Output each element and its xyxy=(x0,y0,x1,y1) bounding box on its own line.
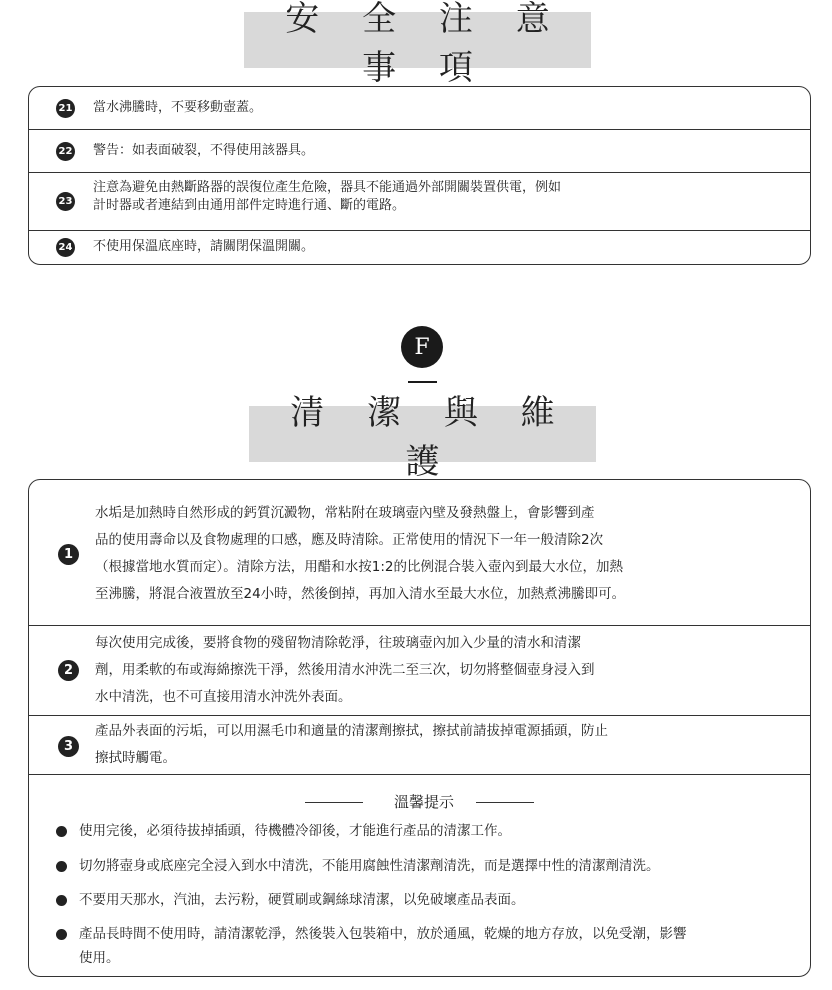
cleaning-item-text: 產品外表面的污垢，可以用濕毛巾和適量的清潔劑擦拭，擦拭前請拔掉電源插頭，防止 xyxy=(95,723,608,739)
item-number-badge: 1 xyxy=(58,544,79,565)
cleaning-item-text: 每次使用完成後，要將食物的殘留物清除乾淨，往玻璃壺內加入少量的清水和清潔 xyxy=(95,635,581,651)
cleaning-item xyxy=(29,716,810,775)
bullet-icon xyxy=(56,895,67,906)
safety-title-banner xyxy=(244,0,591,88)
bullet-icon xyxy=(56,861,67,872)
cleaning-item-text: 品的使用壽命以及食物處理的口感，應及時清除。正常使用的情況下一年一般清除2次 xyxy=(95,532,604,548)
tips-divider-right xyxy=(476,802,534,803)
safety-item xyxy=(29,173,810,231)
item-number-badge: 21 xyxy=(56,99,75,118)
cleaning-item-text: 擦拭時觸電。 xyxy=(95,750,176,766)
tip-text: 使用。 xyxy=(79,950,120,966)
tips-divider-left xyxy=(305,802,363,803)
section-divider xyxy=(408,381,437,383)
cleaning-item-text: （根據當地水質而定）。清除方法，用醋和水按1:2的比例混合裝入壺內到最大水位，加熱 xyxy=(95,559,623,575)
safety-notes-box xyxy=(28,86,811,265)
tip-text: 不要用天那水，汽油，去污粉，硬質刷或鋼絲球清潔，以免破壞產品表面。 xyxy=(79,892,525,908)
item-number-badge: 2 xyxy=(58,660,79,681)
cleaning-item-text: 水垢是加熱時自然形成的鈣質沉澱物，常粘附在玻璃壺內壁及發熱盤上，會影響到產 xyxy=(95,505,595,521)
cleaning-item-text: 劑，用柔軟的布或海綿擦洗干淨，然後用清水沖洗二至三次，切勿將整個壺身浸入到 xyxy=(95,662,595,678)
tips-title: 溫馨提示 xyxy=(393,793,454,811)
safety-item xyxy=(29,231,810,264)
safety-item-text: 注意為避免由熱斷路器的誤復位產生危險，器具不能通過外部開關裝置供電，例如 xyxy=(93,180,562,195)
tip-text: 產品長時間不使用時，請清潔乾淨，然後裝入包裝箱中，放於通風，乾燥的地方存放，以免受潮，影響 xyxy=(79,926,687,942)
safety-item-text: 計时器或者連結到由通用部件定時進行通、斷的電路。 xyxy=(93,198,406,213)
item-number-badge: 22 xyxy=(56,142,75,161)
item-number-badge: 3 xyxy=(58,736,79,757)
cleaning-box xyxy=(28,479,811,977)
cleaning-title: 清 潔 與 維 護 xyxy=(290,393,571,482)
cleaning-item xyxy=(29,480,810,626)
item-number-badge: 23 xyxy=(56,192,75,211)
tip-text: 切勿將壺身或底座完全浸入到水中清洗，不能用腐蝕性清潔劑清洗，而是選擇中性的清潔劑清洗。 xyxy=(79,858,660,874)
safety-item-text: 不使用保溫底座時，請關閉保溫開關。 xyxy=(93,239,315,254)
safety-title: 安 全 注 意 事 項 xyxy=(285,0,566,88)
item-number-badge: 24 xyxy=(56,238,75,257)
cleaning-item xyxy=(29,626,810,716)
safety-item xyxy=(29,130,810,173)
safety-item-text: 當水沸騰時，不要移動壺蓋。 xyxy=(93,100,263,115)
safety-item-text: 警告：如表面破裂，不得使用該器具。 xyxy=(93,143,315,158)
section-letter-badge: F xyxy=(401,326,443,368)
cleaning-title-banner xyxy=(249,393,596,482)
cleaning-item-text: 水中清洗，也不可直接用清水沖洗外表面。 xyxy=(95,689,352,705)
bullet-icon xyxy=(56,826,67,837)
tip-text: 使用完後，必須待拔掉插頭，待機體冷卻後，才能進行產品的清潔工作。 xyxy=(79,823,511,839)
bullet-icon xyxy=(56,929,67,940)
safety-item xyxy=(29,87,810,130)
cleaning-item-text: 至沸騰，將混合液置放至24小時，然後倒掉，再加入清水至最大水位，加熱煮沸騰即可。 xyxy=(95,586,626,602)
